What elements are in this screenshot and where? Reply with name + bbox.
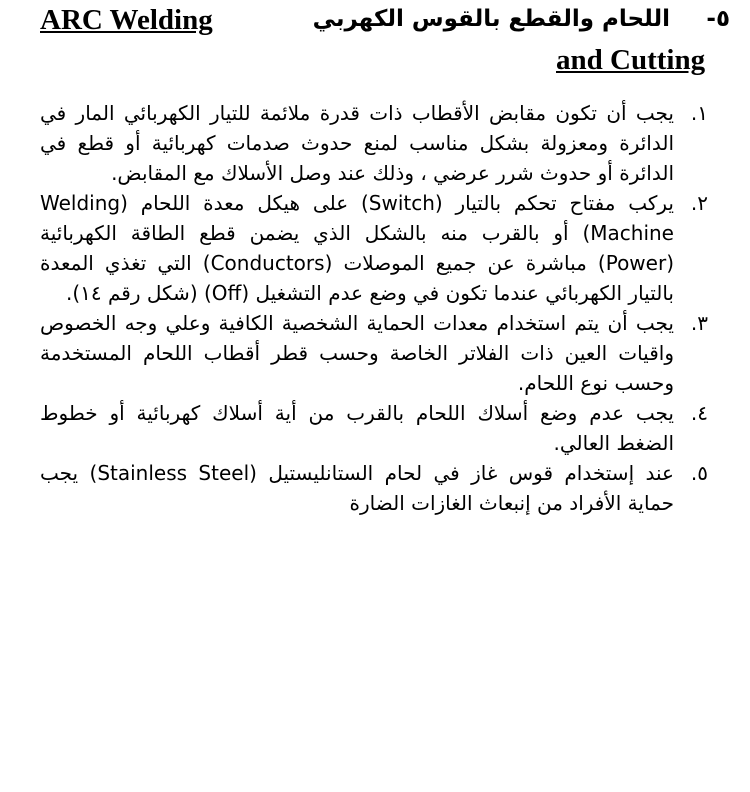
heading-english-line2: and Cutting (556, 44, 706, 76)
list-item (40, 98, 708, 188)
list-item-text: عند إستخدام قوس غاز في لحام الستانليستيل (Stainless Steel) يجب حماية الأفراد من إنبعاث الغازات الضارة (40, 461, 674, 515)
list-item-text: يجب عدم وضع أسلاك اللحام بالقرب من أية أسلاك كهربائية أو خطوط الضغط العالي. (40, 401, 674, 455)
list-item-number: ٤. (690, 401, 708, 425)
section-heading (40, 4, 730, 44)
list-item (40, 398, 708, 458)
list-item (40, 188, 708, 308)
list-item-text: يركب مفتاح تحكم بالتيار (Switch) على هيكل معدة اللحام (Welding Machine) أو بالقرب منه بالشكل الذي يضمن قطع الطاقة الكهربائية (Power) مباشرة عن جميع الموصلات (Conductors) التي تغذي المعدة بالتيار الكهربائي عندما تكون في وضع عدم التشغيل (Off) (شكل رقم ١٤). (40, 191, 674, 305)
list-item-text: يجب أن تكون مقابض الأقطاب ذات قدرة ملائمة للتيار الكهربائي المار في الدائرة ومعزولة بشكل مناسب لمنع حدوث صدمات كهربائية أو قطع في الدائرة أو حدوث شرر عرضي ، وذلك عند وصل الأسلاك مع المقابض. (40, 101, 674, 185)
list-item (40, 308, 708, 398)
list-item-number: ٥. (690, 461, 708, 485)
heading-arabic: اللحام والقطع بالقوس الكهربي (312, 6, 670, 32)
heading-english-line1: ARC Welding (40, 4, 213, 36)
list-item-number: ١. (690, 101, 708, 125)
heading-number: ٥- (706, 6, 730, 32)
list-item-number: ٣. (690, 311, 708, 335)
numbered-list (40, 98, 708, 518)
list-item-number: ٢. (690, 191, 708, 215)
list-item (40, 458, 708, 518)
list-item-text: يجب أن يتم استخدام معدات الحماية الشخصية الكافية وعلي وجه الخصوص واقيات العين ذات الفلاتر الخاصة وحسب قطر أقطاب اللحام المستخدمة وحسب نوع اللحام. (40, 311, 674, 395)
